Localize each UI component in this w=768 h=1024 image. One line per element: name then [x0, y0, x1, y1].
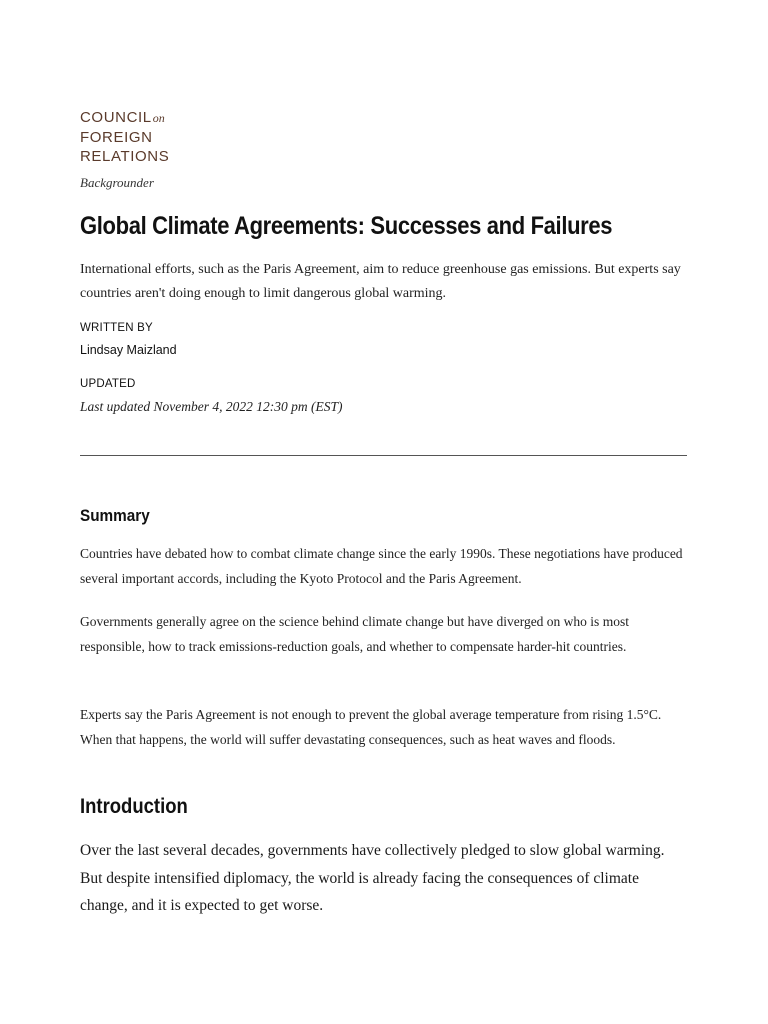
- logo-on-text: on: [152, 111, 165, 125]
- updated-label: UPDATED: [80, 378, 136, 390]
- summary-heading: Summary: [80, 506, 150, 525]
- summary-paragraph-3: Experts say the Paris Agreement is not enough to prevent the global average temperature from rising 1.5°C. When that happens, the world will suffer devastating consequences, such as heat waves and floods.: [80, 707, 662, 747]
- introduction-paragraph: Over the last several decades, governments have collectively pledged to slow global warming. But despite intensified diplomacy, the world is already facing the consequences of climate change, and it is expected to get worse.: [80, 842, 665, 914]
- page-title: Global Climate Agreements: Successes and Failures: [80, 212, 613, 240]
- logo-line-1: [80, 108, 169, 128]
- cfr-logo[interactable]: [80, 108, 169, 166]
- article-dek: International efforts, such as the Paris Agreement, aim to reduce greenhouse gas emissions. But experts say countries aren't doing enough to limit dangerous global warming.: [80, 262, 681, 301]
- logo-line-2: FOREIGN: [80, 129, 153, 146]
- summary-paragraph-2: Governments generally agree on the science behind climate change but have diverged on who is most responsible, how to track emissions-reduction goals, and whether to compensate harder-hit countries.: [80, 614, 629, 654]
- author-link[interactable]: Lindsay Maizland: [80, 343, 177, 357]
- introduction-heading: Introduction: [80, 795, 188, 818]
- written-by-label: WRITTEN BY: [80, 322, 153, 334]
- article-type-label: Backgrounder: [80, 175, 154, 190]
- logo-line-3: RELATIONS: [80, 148, 170, 165]
- updated-date: Last updated November 4, 2022 12:30 pm (EST): [80, 399, 343, 414]
- section-divider: [80, 455, 687, 456]
- logo-council-text: COUNCIL: [80, 109, 152, 126]
- summary-paragraph-1: Countries have debated how to combat climate change since the early 1990s. These negotiations have produced several important accords, including the Kyoto Protocol and the Paris Agreement.: [80, 546, 683, 586]
